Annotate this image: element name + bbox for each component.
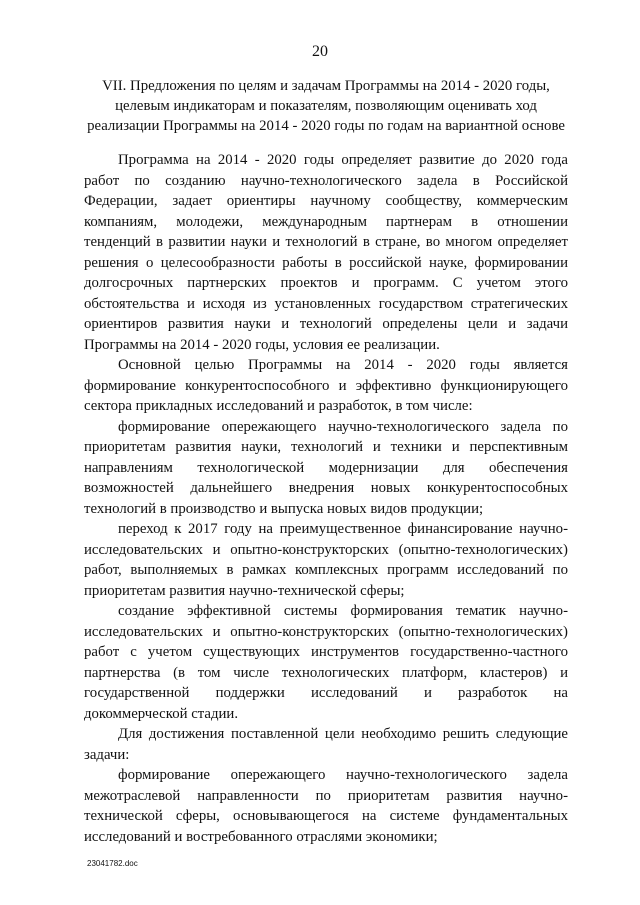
paragraph-line: работ по созданию научно-технологического задела в Российской [84, 172, 568, 189]
document-filename: 23041782.doc [87, 859, 138, 868]
paragraph-line: работ с учетом существующих инструментов государственно-частного [84, 644, 568, 660]
paragraph [84, 765, 568, 847]
paragraph-line: обстоятельства и исходя из установленных государством стратегических [84, 295, 568, 312]
paragraph-line: Федерации, задает ориентиры научному сообществу, коммерческим [84, 193, 568, 209]
heading-line: целевым индикаторам и показателям, позволяющим оценивать ход [115, 98, 537, 114]
paragraph-line: приоритетам развития научно-технической сферы; [84, 582, 405, 599]
paragraph-line: докоммерческой стадии. [84, 705, 239, 722]
paragraph-line: возможностей дальнейшего внедрения новых конкурентоспособных [84, 480, 568, 496]
paragraph-line: долгосрочных партнерских проектов и программ. С учетом этого [84, 275, 568, 291]
paragraph-line: Программы на 2014 - 2020 годы, условия ее реализации. [84, 336, 440, 353]
paragraph [84, 519, 568, 601]
paragraph [84, 355, 568, 417]
paragraph-line: Программа на 2014 - 2020 годы определяет развитие до 2020 года [118, 152, 568, 168]
heading-line: VII. Предложения по целям и задачам Программы на 2014 - 2020 годы, [102, 78, 550, 94]
paragraph-line: формирование конкурентоспособного и эффективно функционирующего [84, 377, 568, 394]
paragraph-line: приоритетам развития науки, технологий и техники и перспективным [84, 439, 568, 455]
paragraph-line: межотраслевой направленности по приоритетам развития научно- [84, 787, 568, 804]
paragraph-line: Для достижения поставленной цели необходимо решить следующие [118, 726, 568, 742]
paragraph-line: компаниям, молодежи, международным партнерам в отношении [84, 213, 568, 230]
paragraph-line: исследований и востребованного отраслями экономики; [84, 828, 438, 845]
paragraph-line: тенденций в развитии науки и технологий в стране, во многом определяет [84, 234, 568, 250]
page-number: 20 [312, 43, 328, 60]
paragraph-line: технологий в производство и выпуска новых видов продукции; [84, 500, 484, 517]
paragraph-line: переход к 2017 году на преимущественное финансирование научно- [118, 521, 568, 537]
paragraph-line: решения о целесообразности работы в российской науке, формировании [84, 254, 568, 271]
paragraph-line: партнерства (в том числе технологических платформ, кластеров) и [84, 664, 568, 681]
paragraph-line: направлениям технологической модернизации для обеспечения [84, 459, 568, 476]
paragraph-line: задачи: [84, 746, 130, 763]
paragraph-line: государственной поддержки исследований и разработок на [84, 685, 568, 701]
paragraph-line: Основной целью Программы на 2014 - 2020 годы является [118, 357, 568, 373]
heading-line: реализации Программы на 2014 - 2020 годы по годам на вариантной основе [87, 118, 565, 134]
paragraph [84, 417, 568, 520]
section-heading [84, 76, 568, 136]
paragraph-line: создание эффективной системы формирования тематик научно- [118, 603, 568, 619]
paragraph [84, 724, 568, 765]
paragraph-line: технической сферы, основывающегося на системе фундаментальных [84, 808, 568, 824]
paragraph-line: работ, выполняемых в рамках комплексных программ исследований по [84, 562, 568, 578]
paragraph [84, 150, 568, 355]
paragraph-line: формирование опережающего научно-технологического задела [118, 767, 568, 783]
paragraph [84, 601, 568, 724]
paragraph-line: формирование опережающего научно-технологического задела по [118, 418, 568, 435]
body-text [84, 150, 568, 847]
paragraph-line: исследовательских и опытно-конструкторских (опытно-технологических) [84, 541, 568, 558]
paragraph-line: сектора прикладных исследований и разработок, в том числе: [84, 398, 473, 414]
paragraph-line: ориентиров развития науки и технологий определены цели и задачи [84, 316, 568, 332]
paragraph-line: исследовательских и опытно-конструкторских (опытно-технологических) [84, 623, 568, 640]
